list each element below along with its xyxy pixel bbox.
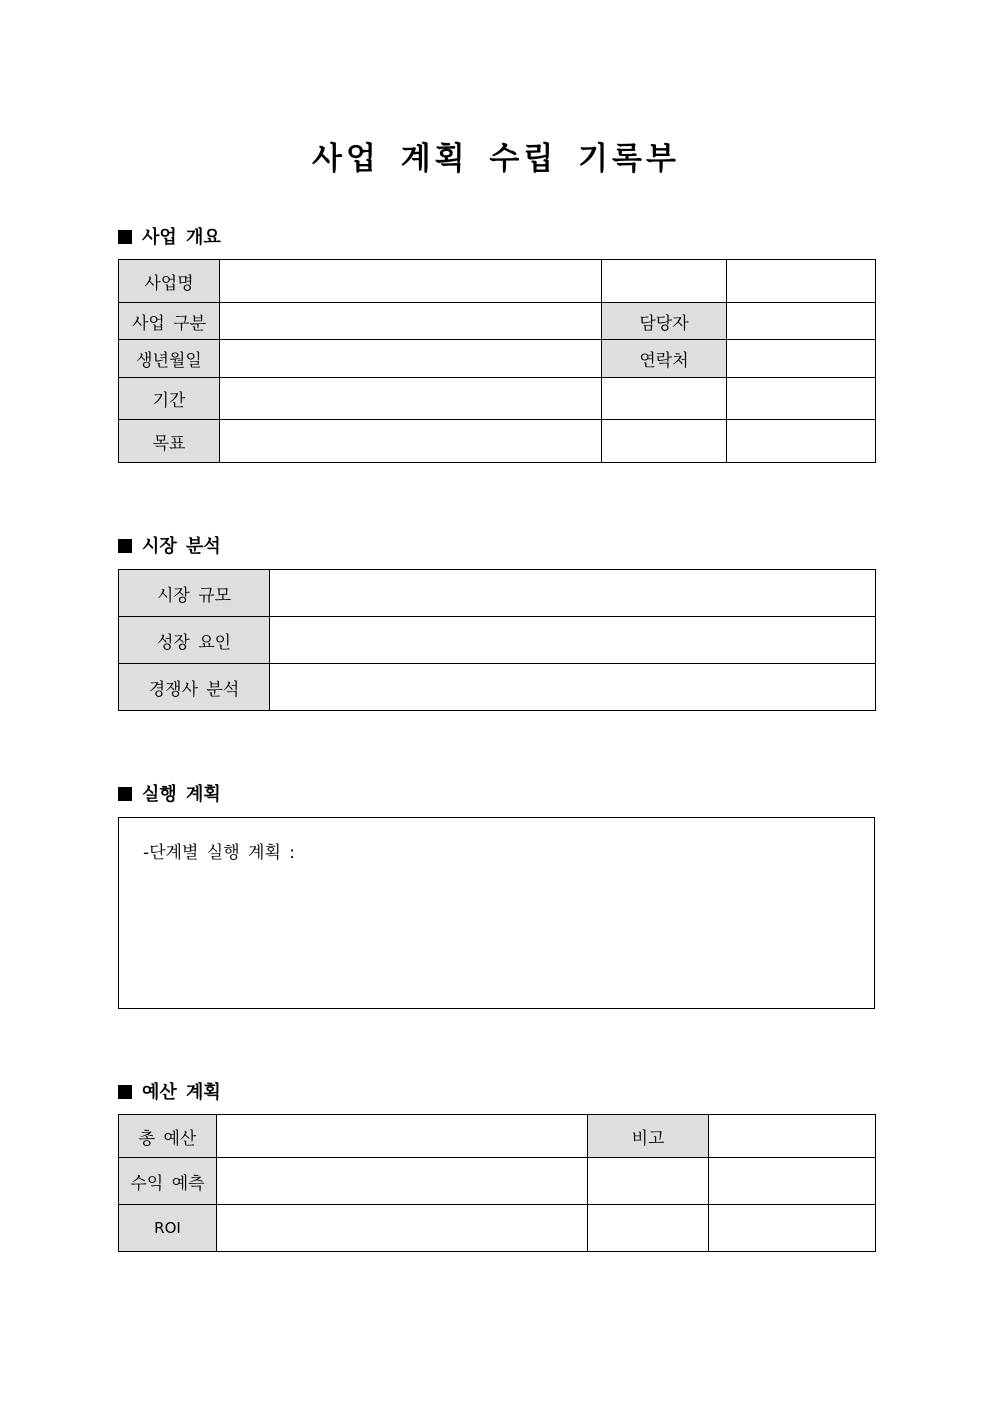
goal-field[interactable] — [220, 420, 602, 463]
label-roi: ROI — [119, 1205, 217, 1252]
revenue-forecast-field[interactable] — [217, 1158, 588, 1205]
section-heading-budget — [118, 1078, 221, 1104]
table-row — [119, 260, 876, 303]
section-heading-overview — [118, 223, 221, 249]
label-competitor-analysis: 경쟁사 분석 — [119, 664, 270, 711]
blank-cell[interactable] — [588, 1158, 709, 1205]
label-total-budget: 총 예산 — [119, 1115, 217, 1158]
contact-field[interactable] — [727, 340, 876, 378]
section-heading-text: 사업 개요 — [142, 227, 221, 248]
square-bullet-icon — [118, 230, 132, 244]
blank-cell[interactable] — [727, 260, 876, 303]
blank-cell[interactable] — [602, 420, 727, 463]
blank-cell[interactable] — [709, 1158, 876, 1205]
table-row — [119, 340, 876, 378]
blank-cell[interactable] — [727, 378, 876, 420]
table-row — [119, 617, 876, 664]
label-market-size: 시장 규모 — [119, 570, 270, 617]
overview-table — [118, 259, 876, 463]
blank-cell[interactable] — [709, 1205, 876, 1252]
label-revenue-forecast: 수익 예측 — [119, 1158, 217, 1205]
budget-table — [118, 1114, 876, 1252]
table-row — [119, 1158, 876, 1205]
table-row — [119, 420, 876, 463]
business-name-field[interactable] — [220, 260, 602, 303]
market-size-field[interactable] — [270, 570, 876, 617]
table-row — [119, 303, 876, 340]
blank-cell[interactable] — [602, 260, 727, 303]
section-heading-market — [118, 532, 221, 558]
note-field[interactable] — [709, 1115, 876, 1158]
label-manager: 담당자 — [602, 303, 727, 340]
business-category-field[interactable] — [220, 303, 602, 340]
label-contact: 연락처 — [602, 340, 727, 378]
market-table — [118, 569, 876, 711]
execution-plan-text: -단계별 실행 계획 : — [143, 843, 296, 863]
table-row — [119, 378, 876, 420]
competitor-analysis-field[interactable] — [270, 664, 876, 711]
label-business-name: 사업명 — [119, 260, 220, 303]
table-row — [119, 1205, 876, 1252]
label-note: 비고 — [588, 1115, 709, 1158]
total-budget-field[interactable] — [217, 1115, 588, 1158]
label-growth-factors: 성장 요인 — [119, 617, 270, 664]
table-row — [119, 570, 876, 617]
square-bullet-icon — [118, 1085, 132, 1099]
table-row — [119, 664, 876, 711]
square-bullet-icon — [118, 787, 132, 801]
square-bullet-icon — [118, 539, 132, 553]
blank-cell[interactable] — [602, 378, 727, 420]
label-period: 기간 — [119, 378, 220, 420]
blank-cell[interactable] — [588, 1205, 709, 1252]
label-goal: 목표 — [119, 420, 220, 463]
period-field[interactable] — [220, 378, 602, 420]
section-heading-text: 시장 분석 — [142, 536, 221, 557]
manager-field[interactable] — [727, 303, 876, 340]
section-heading-text: 예산 계획 — [142, 1082, 221, 1103]
blank-cell[interactable] — [727, 420, 876, 463]
section-heading-text: 실행 계획 — [142, 784, 221, 805]
execution-plan-box[interactable] — [118, 817, 875, 1009]
page-title: 사업 계획 수립 기록부 — [312, 141, 680, 177]
label-birthdate: 생년월일 — [119, 340, 220, 378]
label-business-category: 사업 구분 — [119, 303, 220, 340]
table-row — [119, 1115, 876, 1158]
roi-field[interactable] — [217, 1205, 588, 1252]
birthdate-field[interactable] — [220, 340, 602, 378]
growth-factors-field[interactable] — [270, 617, 876, 664]
section-heading-execution — [118, 780, 221, 806]
